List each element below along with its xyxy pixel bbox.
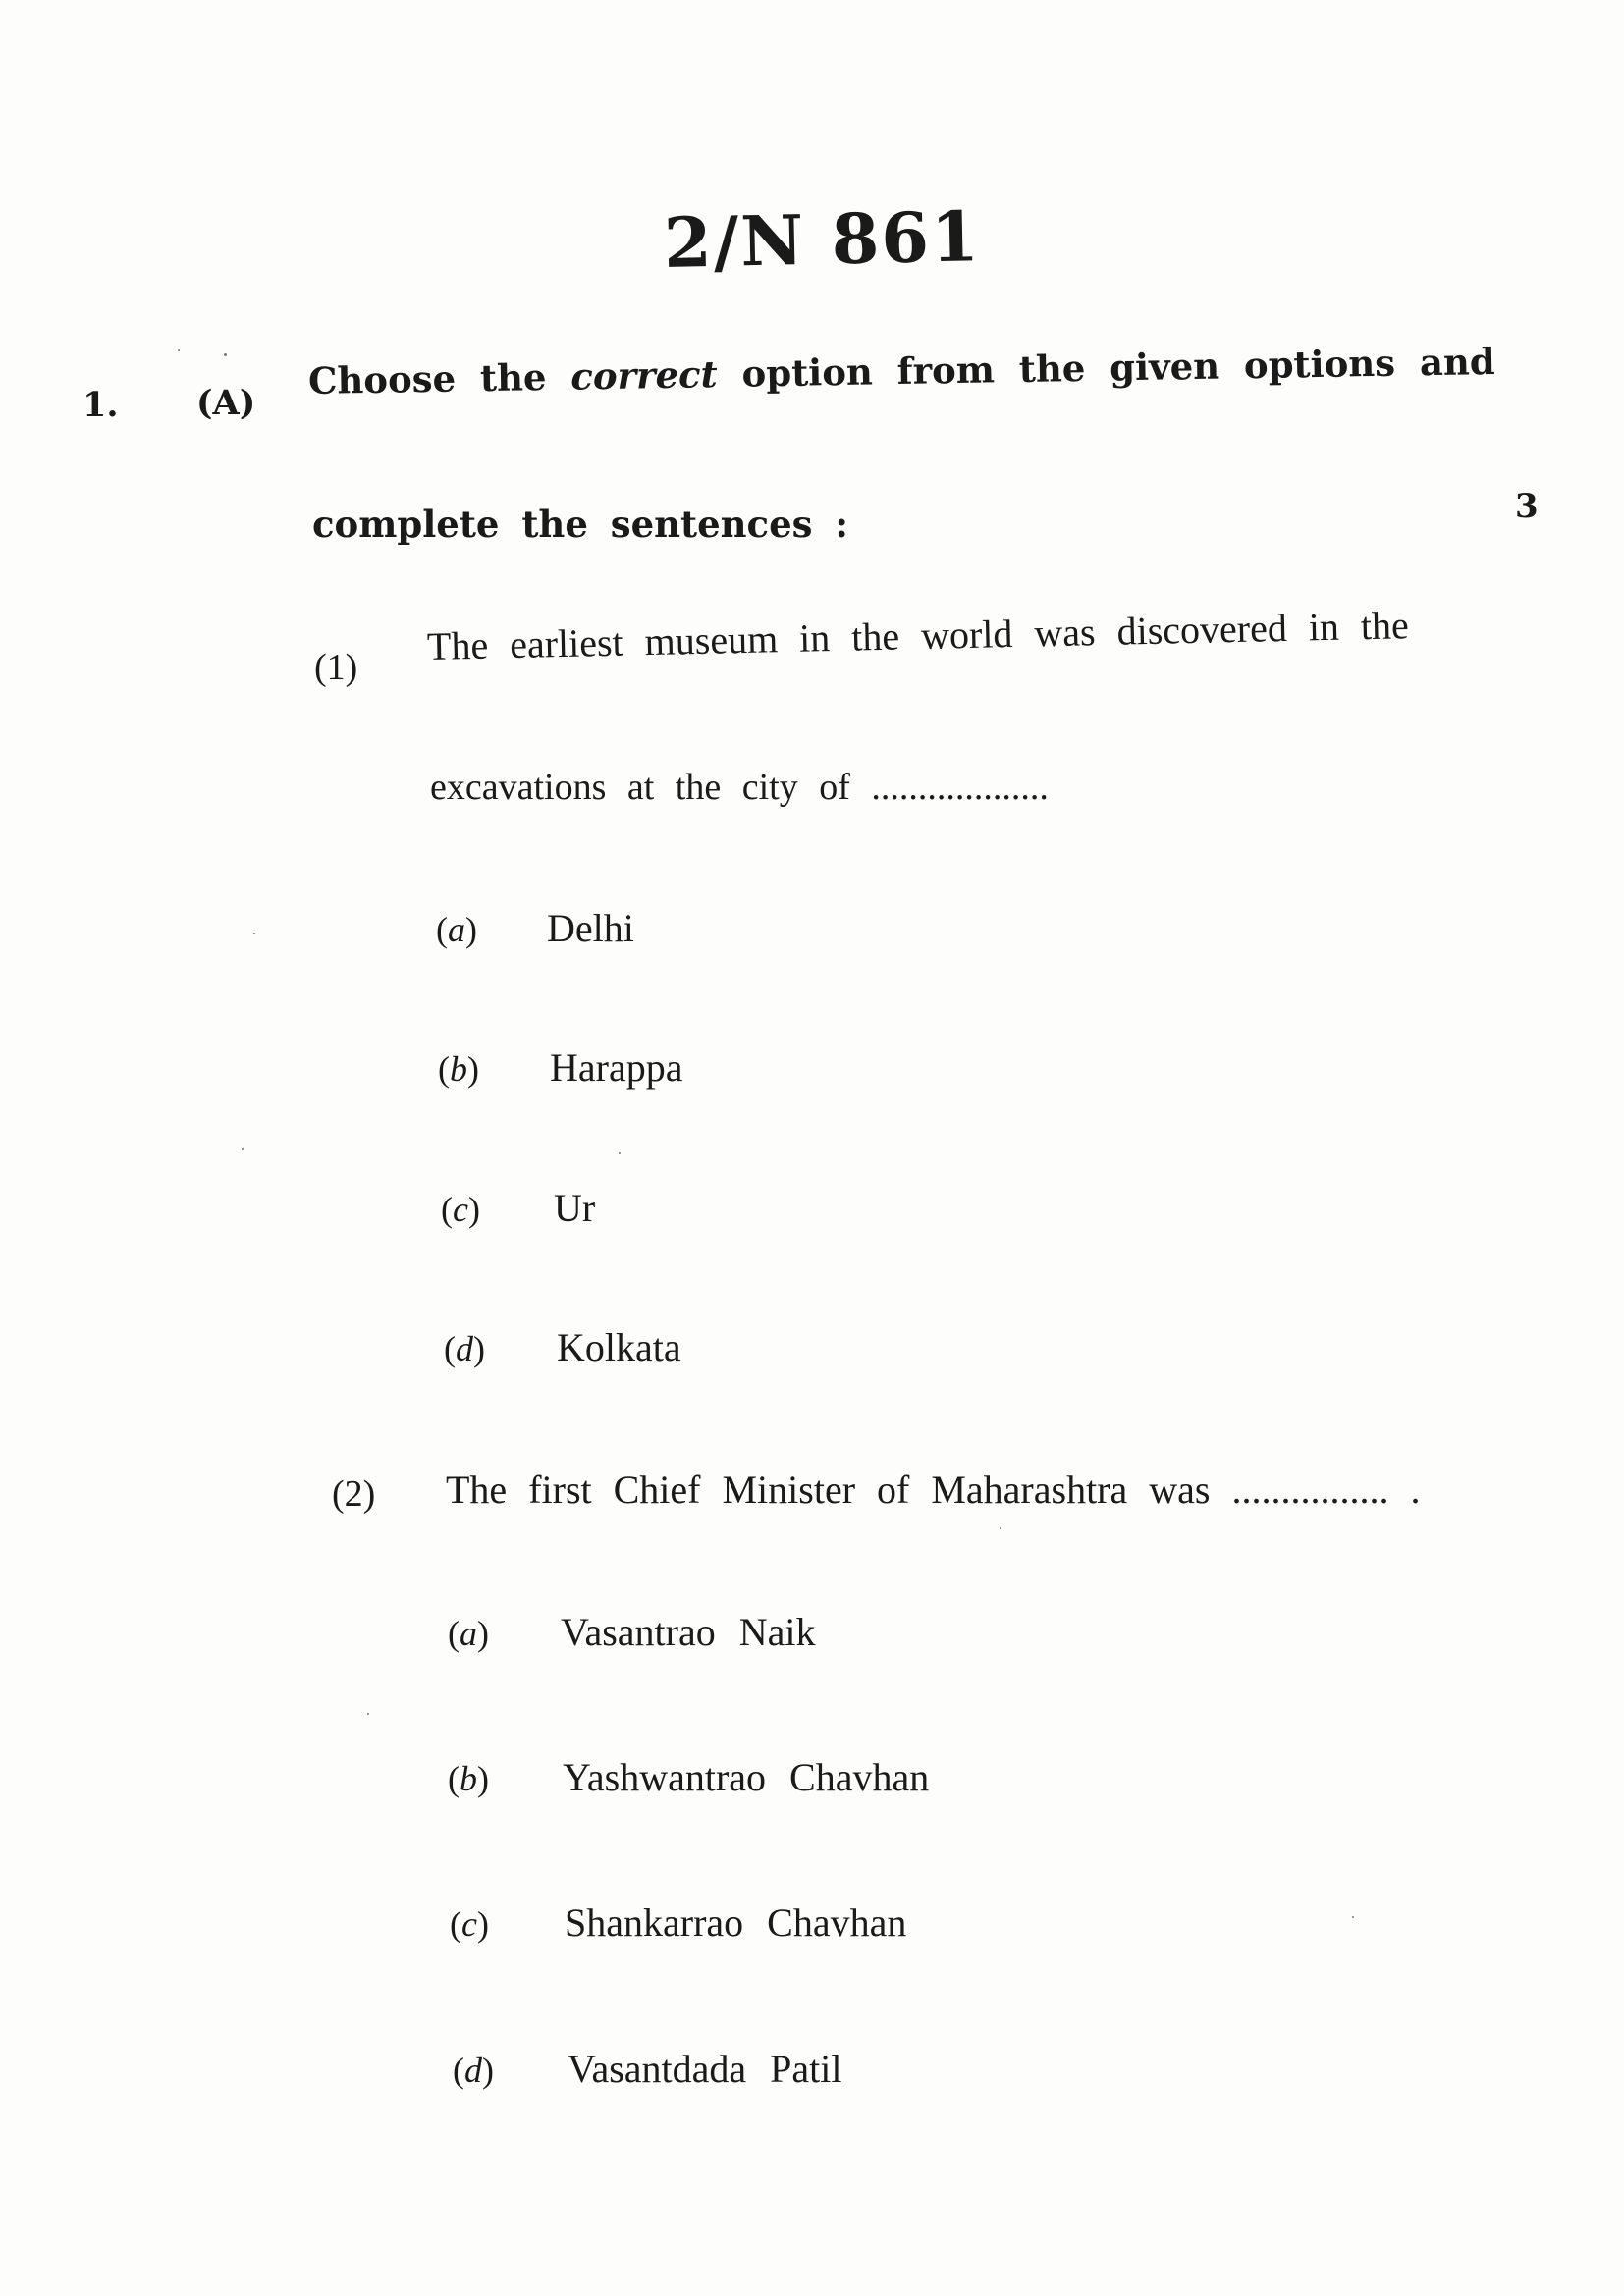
section-label: (A) xyxy=(196,383,256,423)
option-paren-close: ) xyxy=(477,1759,489,1798)
option-paren-open: ( xyxy=(444,1329,456,1368)
option-paren-close: ) xyxy=(476,1904,489,1944)
instruction-line-2: complete the sentences : xyxy=(312,503,848,546)
option-paren-close: ) xyxy=(467,1190,480,1229)
scan-speck xyxy=(178,349,180,351)
option-text: Yashwantrao Chavhan xyxy=(563,1755,930,1799)
option-letter: a xyxy=(460,1614,477,1653)
option-paren-open: ( xyxy=(441,1190,453,1229)
subquestion-text-line-1: The earliest museum in the world was discovered in the xyxy=(426,603,1410,668)
option-label xyxy=(453,2050,494,2091)
option-paren-close: ) xyxy=(467,1049,479,1089)
option-label xyxy=(436,909,477,950)
option-paren-close: ) xyxy=(482,2051,494,2090)
option-label xyxy=(448,1758,489,1799)
marks: 3 xyxy=(1515,487,1539,526)
scan-speck xyxy=(1000,1527,1001,1529)
scan-speck xyxy=(619,1152,621,1154)
scan-speck xyxy=(242,1148,244,1150)
option-paren-close: ) xyxy=(477,1614,489,1653)
scan-speck xyxy=(224,353,227,356)
option-label xyxy=(450,1903,489,1945)
option-text: Shankarrao Chavhan xyxy=(565,1900,907,1945)
instruction-text-start: Choose the xyxy=(307,354,571,402)
option-paren-open: ( xyxy=(438,1049,450,1089)
option-label xyxy=(444,1328,485,1369)
option-letter: b xyxy=(460,1759,477,1798)
option-text: Ur xyxy=(554,1186,596,1230)
subquestion-number: (2) xyxy=(332,1473,376,1515)
option-letter: c xyxy=(461,1904,477,1944)
option-paren-open: ( xyxy=(450,1904,461,1944)
option-text: Vasantrao Naik xyxy=(561,1610,816,1654)
subquestion-number: (1) xyxy=(314,647,358,688)
subquestion-text-line-1: The first Chief Minister of Maharashtra was ................ . xyxy=(446,1468,1421,1512)
option-letter: d xyxy=(456,1329,473,1368)
option-paren-close: ) xyxy=(465,910,477,949)
scan-speck xyxy=(367,1713,369,1715)
option-letter: c xyxy=(453,1190,468,1229)
scan-speck xyxy=(1352,1916,1354,1918)
subquestion-text-line-2: excavations at the city of ................... xyxy=(430,767,1049,808)
option-label xyxy=(448,1613,489,1654)
option-text: Delhi xyxy=(547,906,634,950)
question-number: 1. xyxy=(82,385,119,425)
option-text: Kolkata xyxy=(557,1325,681,1369)
instruction-text-end: option from the given options and xyxy=(717,339,1495,397)
option-paren-close: ) xyxy=(473,1329,485,1368)
option-paren-open: ( xyxy=(453,2051,464,2090)
scan-speck xyxy=(253,933,255,934)
option-text: Vasantdada Patil xyxy=(568,2047,842,2091)
instruction-emphasis: correct xyxy=(569,352,719,399)
option-label xyxy=(438,1048,479,1090)
option-label xyxy=(441,1189,480,1230)
option-letter: d xyxy=(464,2051,482,2090)
option-paren-open: ( xyxy=(436,910,448,949)
instruction-line-1 xyxy=(308,340,1495,402)
option-letter: b xyxy=(450,1049,467,1089)
option-text: Harappa xyxy=(550,1045,683,1090)
paper-code: 2/N 861 xyxy=(663,195,982,284)
option-paren-open: ( xyxy=(448,1614,460,1653)
option-paren-open: ( xyxy=(448,1759,460,1798)
option-letter: a xyxy=(448,910,465,949)
